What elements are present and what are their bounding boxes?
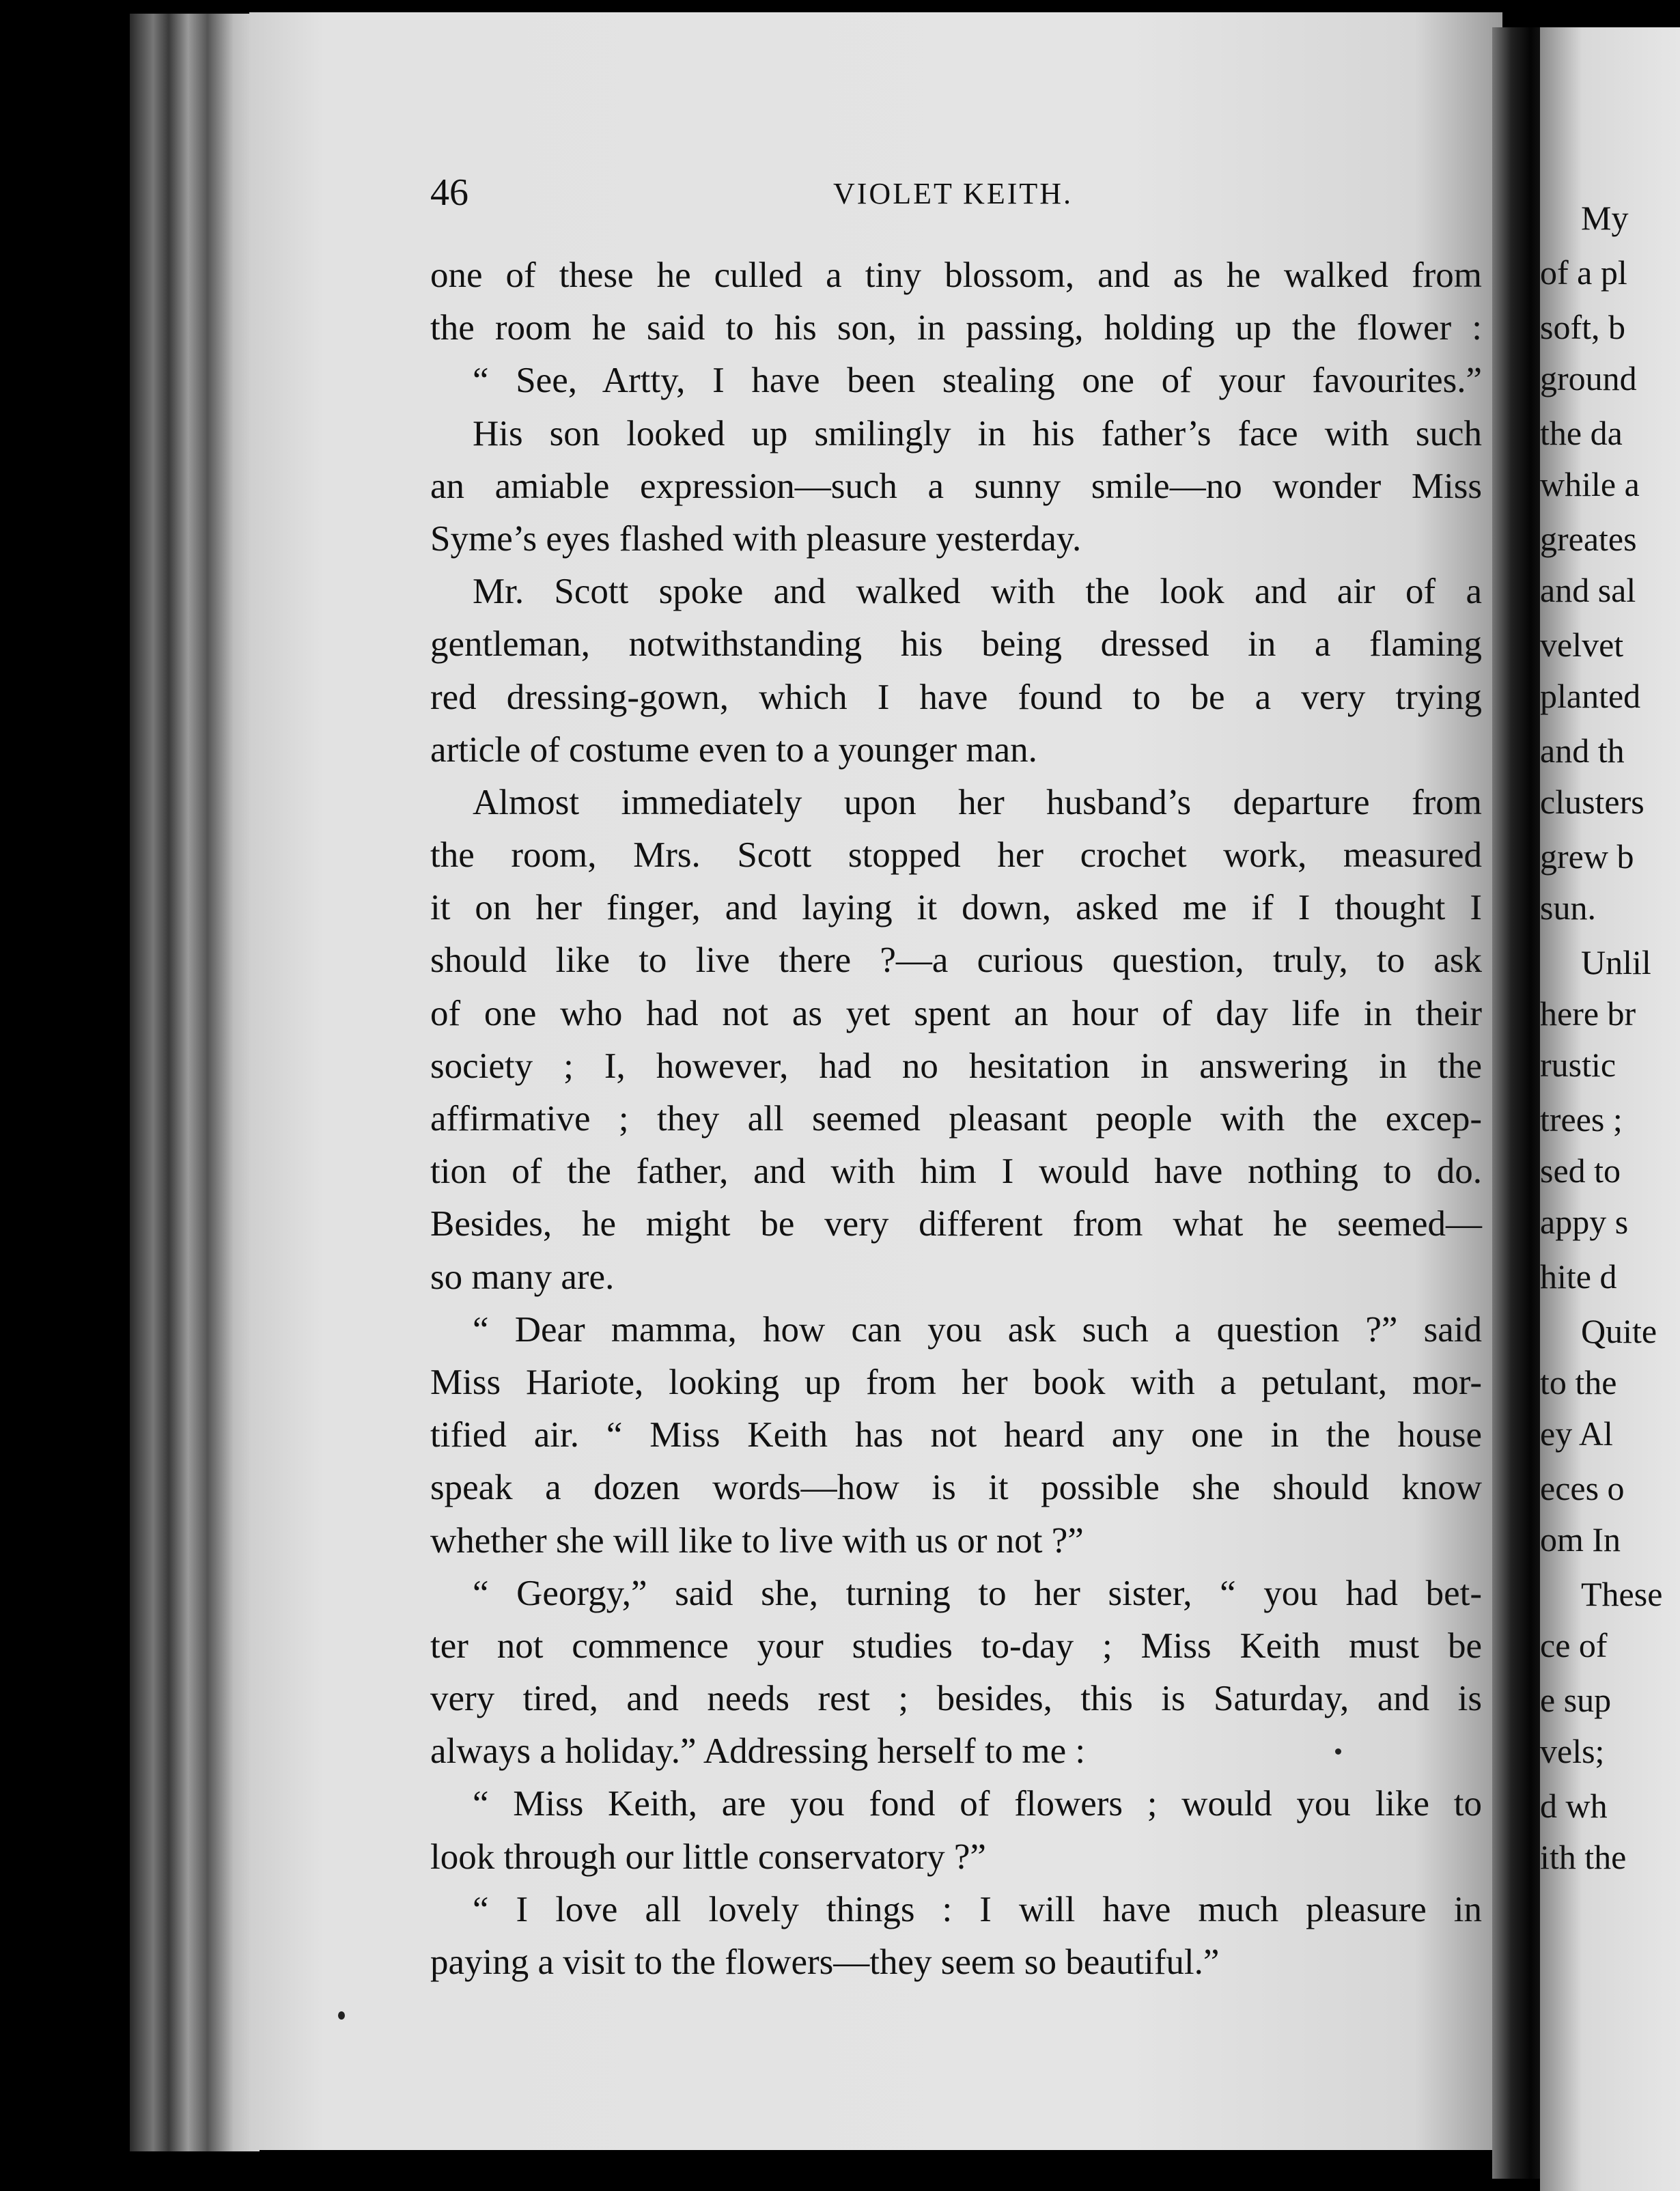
text-line: the room, Mrs. Scott stopped her crochet work, measured <box>430 835 1482 876</box>
facing-page-line: My <box>1581 199 1629 237</box>
text-line: so many are. <box>430 1257 615 1297</box>
text-line: “ I love all lovely things : I will have much pleasure in <box>473 1889 1482 1929</box>
text-line: of one who had not as yet spent an hour of day life in their <box>430 993 1482 1033</box>
text-line: His son looked up smilingly in his father’s face with such <box>473 413 1482 453</box>
text-line: the room he said to his son, in passing, holding up the flower : <box>430 308 1482 348</box>
facing-page-line: soft, b <box>1540 308 1625 346</box>
text-line: one of these he culled a tiny blossom, and as he walked from <box>430 255 1482 295</box>
text-line: paying a visit to the flowers—they seem so beautiful.” <box>430 1942 1220 1982</box>
text-line: “ See, Artty, I have been stealing one of your favourites.” <box>473 361 1482 401</box>
facing-page-line: appy s <box>1540 1203 1629 1241</box>
page-number: 46 <box>430 171 468 214</box>
facing-page-line: e sup <box>1540 1681 1612 1719</box>
text-line: Besides, he might be very different from what he seemed— <box>430 1204 1482 1244</box>
facing-page-line: ce of <box>1540 1626 1608 1664</box>
facing-page-fragment <box>1540 27 1680 2191</box>
facing-page-line: These <box>1581 1575 1663 1613</box>
facing-page-line: trees ; <box>1540 1100 1623 1139</box>
facing-page-line: sed to <box>1540 1152 1621 1190</box>
text-line: ter not commence your studies to-day ; Miss Keith must be <box>430 1625 1482 1666</box>
facing-page-line: here br <box>1540 994 1636 1033</box>
facing-page-line: clusters <box>1540 783 1644 821</box>
text-line: should like to live there ?—a curious question, truly, to ask <box>430 940 1482 981</box>
facing-page-line: the da <box>1540 414 1623 452</box>
text-line: Miss Hariote, looking up from her book with a petulant, mor- <box>430 1362 1482 1402</box>
page-stack-edge <box>130 14 260 2151</box>
text-line: gentleman, notwithstanding his being dressed in a flaming <box>430 624 1482 665</box>
facing-page-line: planted <box>1540 677 1641 715</box>
text-line: Mr. Scott spoke and walked with the look and air of a <box>473 572 1482 612</box>
book-gutter-shadow <box>1492 27 1547 2179</box>
text-line: very tired, and needs rest ; besides, this is Saturday, and is <box>430 1679 1482 1719</box>
text-line: always a holiday.” Addressing herself to me : <box>430 1731 1086 1772</box>
text-line: Syme’s eyes flashed with pleasure yesterday. <box>430 518 1082 559</box>
text-line: look through our little conservatory ?” <box>430 1837 986 1877</box>
body-text <box>430 249 1482 1989</box>
facing-page-line: of a pl <box>1540 253 1627 292</box>
facing-page-line: om In <box>1540 1520 1621 1559</box>
facing-page-line: while a <box>1540 465 1640 503</box>
facing-page-line: ey Al <box>1540 1414 1613 1453</box>
text-line: whether she will like to live with us or not ?” <box>430 1520 1084 1561</box>
text-line: Almost immediately upon her husband’s departure from <box>473 782 1482 822</box>
facing-page-line: to the <box>1540 1363 1617 1401</box>
facing-page-line: Unlil <box>1581 943 1651 981</box>
text-line: tion of the father, and with him I would have nothing to do. <box>430 1152 1482 1192</box>
text-line: society ; I, however, had no hesitation in answering in the <box>430 1046 1482 1086</box>
text-line: “ Dear mamma, how can you ask such a question ?” said <box>473 1309 1482 1350</box>
facing-page-line: Quite <box>1581 1312 1657 1350</box>
text-line: an amiable expression—such a sunny smile—no wonder Miss <box>430 466 1482 506</box>
facing-page-line: hite d <box>1540 1257 1617 1296</box>
text-line: “ Miss Keith, are you fond of flowers ; would you like to <box>473 1784 1482 1824</box>
running-title: VIOLET KEITH. <box>833 177 1073 210</box>
text-line: affirmative ; they all seemed pleasant people with the excep- <box>430 1099 1482 1139</box>
text-line: speak a dozen words—how is it possible she should know <box>430 1468 1482 1508</box>
text-line: it on her finger, and laying it down, asked me if I thought I <box>430 888 1482 928</box>
facing-page-line: vels; <box>1540 1732 1605 1770</box>
facing-page-line: sun. <box>1540 889 1596 927</box>
ink-speck <box>338 2011 345 2020</box>
facing-page-line: ith the <box>1540 1838 1627 1876</box>
text-line: “ Georgy,” said she, turning to her sister, “ you had bet- <box>473 1573 1482 1613</box>
facing-page-line: eces o <box>1540 1469 1625 1507</box>
text-line: tified air. “ Miss Keith has not heard any one in the house <box>430 1415 1482 1455</box>
facing-page-line: grew b <box>1540 837 1634 876</box>
facing-page-line: and sal <box>1540 571 1636 609</box>
facing-page-line: ground <box>1540 359 1637 397</box>
ink-speck <box>1335 1748 1341 1755</box>
facing-page-line: velvet <box>1540 626 1624 664</box>
facing-page-line: rustic <box>1540 1046 1616 1084</box>
running-head <box>430 171 1496 219</box>
facing-page-line: and th <box>1540 731 1625 770</box>
text-line: red dressing-gown, which I have found to be a very trying <box>430 677 1482 717</box>
facing-page-line: greates <box>1540 520 1637 558</box>
text-line: article of costume even to a younger man. <box>430 729 1037 770</box>
facing-page-line: d wh <box>1540 1787 1608 1825</box>
